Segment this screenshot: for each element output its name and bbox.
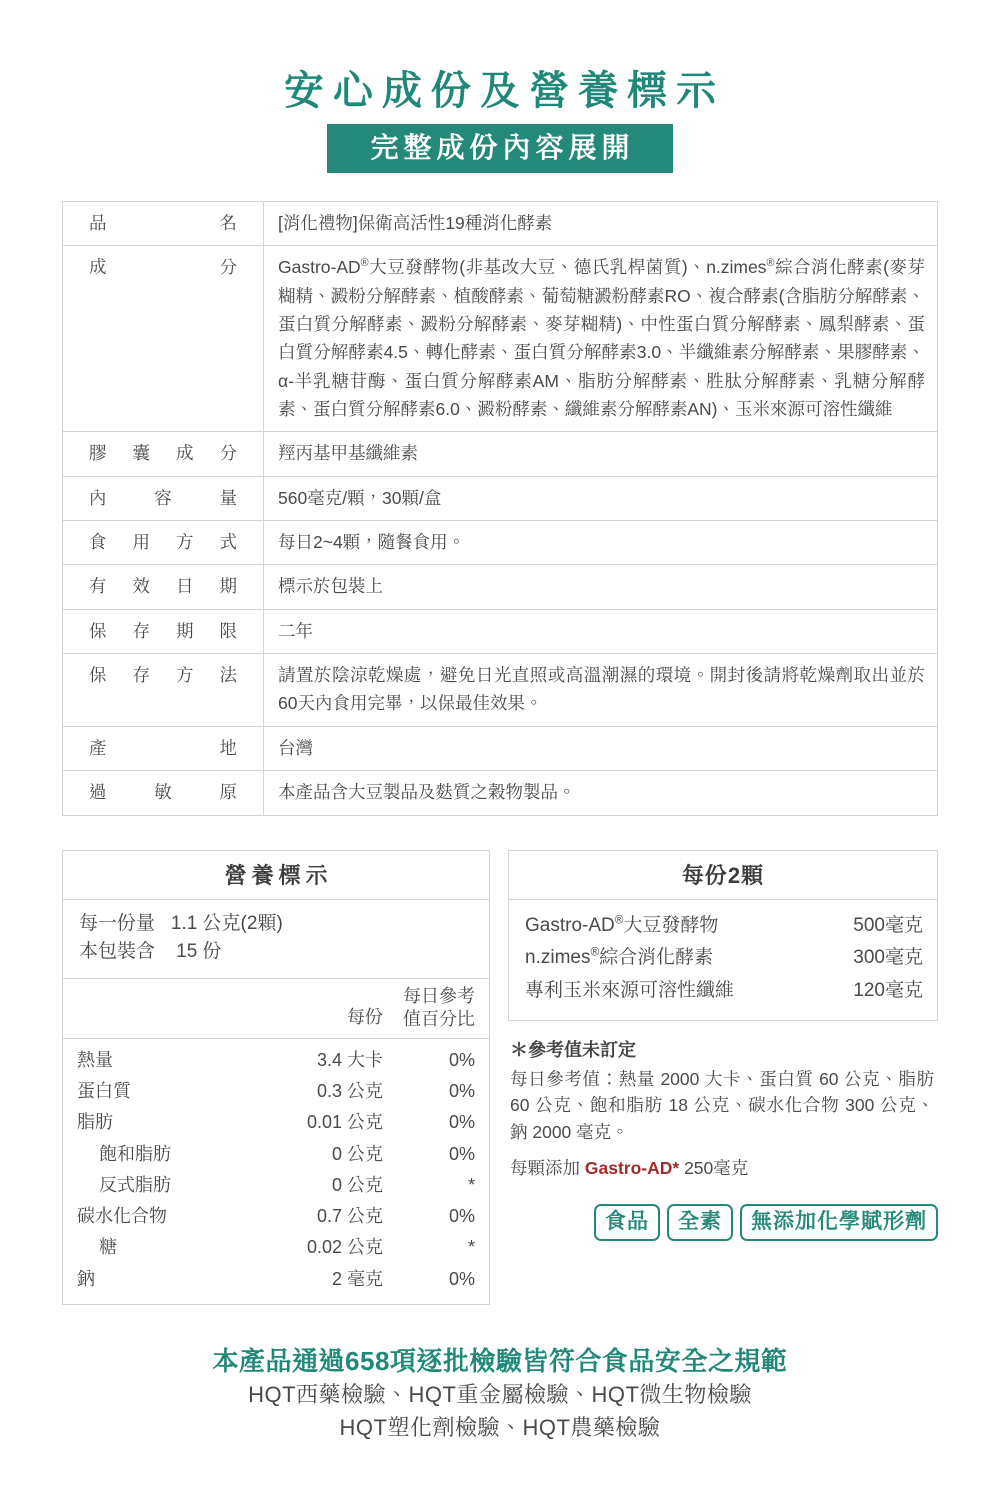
nutrition-rows xyxy=(63,1039,489,1305)
nutrition-panels-row xyxy=(62,850,938,1306)
servings-label: 本包裝含 xyxy=(79,941,156,962)
info-row-value: 台灣 xyxy=(264,726,938,770)
nutrition-row xyxy=(77,1139,475,1170)
info-row-value: [消化禮物]保衛高活性19種消化酵素 xyxy=(264,202,938,246)
daily-value-header-line2: 值百分比 xyxy=(403,1008,475,1029)
nutrient-amount: 0 公克 xyxy=(331,1143,383,1164)
serving-info xyxy=(63,900,489,979)
nutrition-row xyxy=(77,1076,475,1107)
nutrient-column-header xyxy=(77,985,275,1031)
nutrient-name: 飽和脂肪 xyxy=(99,1143,171,1164)
nutrition-facts-title: 營養標示 xyxy=(63,851,489,900)
nutrition-row xyxy=(77,1107,475,1138)
certification-badge: 食品 xyxy=(594,1204,660,1241)
nutrition-row xyxy=(77,1201,475,1232)
daily-reference-note: 每日參考值：熱量 2000 大卡、蛋白質 60 公克、脂肪 60 公克、飽和脂肪 18 公克、碳水化合物 300 公克、鈉 2000 毫克。 xyxy=(510,1068,934,1142)
registered-trademark-icon: ® xyxy=(766,257,775,270)
page-footer xyxy=(62,1343,938,1444)
per-serving-column xyxy=(508,850,938,1241)
nutrition-facts-panel xyxy=(62,850,490,1306)
per-serving-row xyxy=(525,910,923,943)
info-row-label: 膠囊成分 xyxy=(63,432,264,476)
info-row-label: 保存期限 xyxy=(63,609,264,653)
nutrient-daily-value: 0% xyxy=(448,1268,475,1289)
nutrient-amount: 0.7 公克 xyxy=(316,1206,383,1227)
nutrient-amount: 2 毫克 xyxy=(331,1268,383,1289)
nutrient-amount: 0.3 公克 xyxy=(316,1080,383,1101)
table-row xyxy=(63,771,938,815)
per-serving-ingredient-name: n.zimes®綜合消化酵素 xyxy=(525,945,714,969)
additive-note-suffix: 250毫克 xyxy=(679,1158,749,1179)
per-serving-column-header: 每份 xyxy=(347,1006,383,1027)
table-row xyxy=(63,521,938,565)
nutrient-name: 脂肪 xyxy=(77,1112,113,1133)
nutrient-daily-value: 0% xyxy=(448,1080,475,1101)
nutrient-amount: 0.02 公克 xyxy=(306,1237,383,1258)
nutrient-daily-value: 0% xyxy=(448,1206,475,1227)
product-info-table xyxy=(62,201,938,816)
registered-trademark-icon: ® xyxy=(614,913,624,927)
nutrition-column-headers xyxy=(63,979,489,1039)
per-serving-ingredient-amount: 300毫克 xyxy=(853,947,923,969)
info-row-label: 有效日期 xyxy=(63,565,264,609)
footer-line-1: HQT西藥檢驗、HQT重金屬檢驗、HQT微生物檢驗 xyxy=(248,1382,752,1408)
per-serving-row xyxy=(525,975,923,1008)
additive-note xyxy=(510,1155,934,1181)
additive-brand-name: Gastro-AD* xyxy=(584,1158,680,1179)
nutrition-row xyxy=(77,1170,475,1201)
per-serving-ingredient-amount: 500毫克 xyxy=(853,914,923,936)
nutrient-name: 鈉 xyxy=(77,1268,95,1289)
nutrient-daily-value: 0% xyxy=(448,1049,475,1070)
certification-badge: 無添加化學賦形劑 xyxy=(740,1204,938,1241)
info-row-value: 羥丙基甲基纖維素 xyxy=(264,432,938,476)
info-row-label: 成分 xyxy=(63,246,264,432)
info-row-value: 每日2~4顆，隨餐食用。 xyxy=(264,521,938,565)
serving-size-label: 每一份量 xyxy=(79,912,156,934)
page-header xyxy=(62,0,938,173)
nutrient-name: 反式脂肪 xyxy=(99,1174,171,1195)
nutrient-amount: 3.4 大卡 xyxy=(316,1049,383,1070)
nutrient-amount: 0.01 公克 xyxy=(306,1112,383,1133)
info-row-label: 內容量 xyxy=(63,476,264,520)
info-row-value: 560毫克/顆，30顆/盒 xyxy=(264,476,938,520)
certification-badge: 全素 xyxy=(667,1204,733,1241)
info-row-label: 品名 xyxy=(63,202,264,246)
nutrient-name: 碳水化合物 xyxy=(77,1206,167,1227)
per-serving-ingredient-amount: 120毫克 xyxy=(853,979,923,1001)
servings-per-container-row xyxy=(79,938,473,967)
nutrient-name: 熱量 xyxy=(77,1049,113,1070)
table-row xyxy=(63,726,938,770)
additive-note-prefix: 每顆添加 xyxy=(510,1158,585,1179)
footer-line-2: HQT塑化劑檢驗、HQT農藥檢驗 xyxy=(339,1415,661,1440)
registered-trademark-icon: ® xyxy=(590,945,600,959)
table-row xyxy=(63,609,938,653)
nutrient-name: 糖 xyxy=(99,1237,117,1258)
daily-value-column-header xyxy=(383,985,475,1031)
per-serving-panel xyxy=(508,850,938,1021)
table-row xyxy=(63,654,938,727)
nutrient-daily-value: 0% xyxy=(448,1112,475,1133)
nutrient-daily-value: * xyxy=(467,1237,475,1258)
nutrition-row xyxy=(77,1045,475,1076)
info-row-value: 標示於包裝上 xyxy=(264,565,938,609)
table-row xyxy=(63,432,938,476)
table-row xyxy=(63,202,938,246)
star-note: ＊參考值未訂定 xyxy=(510,1039,636,1060)
info-row-value: Gastro-AD®大豆發酵物(非基改大豆、德氏乳桿菌質)、n.zimes®綜合消化酵素(麥芽糊精、澱粉分解酵素、植酸酵素、葡萄糖澱粉酵素RO、複合酵素(含脂肪分解酵素、蛋白質分解酵素、澱粉分解酵素、麥芽糊精)、中性蛋白質分解酵素、鳳梨酵素、蛋白質分解酵素4.5、轉化酵素、蛋白質分解酵素3.0、半纖維素分解酵素、果膠酵素、α-半乳糖苷酶、蛋白質分解酵素AM、脂肪分解酵素、胜肽分解酵素、乳糖分解酵素、蛋白質分解酵素6.0、澱粉酵素、纖維素分解酵素AN)、玉米來源可溶性纖維 xyxy=(264,246,938,432)
info-row-value: 二年 xyxy=(264,609,938,653)
per-serving-title: 每份2顆 xyxy=(509,851,937,900)
nutrition-row xyxy=(77,1264,475,1295)
per-serving-rows xyxy=(509,900,937,1020)
per-serving-ingredient-name: Gastro-AD®大豆發酵物 xyxy=(525,913,719,936)
notes-block xyxy=(508,1037,938,1182)
daily-value-header-line1: 每日參考 xyxy=(403,985,475,1006)
nutrient-daily-value: 0% xyxy=(448,1143,475,1164)
info-row-value: 本產品含大豆製品及麩質之穀物製品。 xyxy=(264,771,938,815)
servings-value: 15 份 xyxy=(176,941,222,962)
serving-size-value: 1.1 公克(2顆) xyxy=(170,912,283,934)
nutrition-row xyxy=(77,1232,475,1263)
info-row-label: 過敏原 xyxy=(63,771,264,815)
info-row-value: 請置於陰涼乾燥處，避免日光直照或高溫潮濕的環境。開封後請將乾燥劑取出並於60天內食用完畢，以保最佳效果。 xyxy=(264,654,938,727)
nutrient-name: 蛋白質 xyxy=(77,1080,131,1101)
nutrient-daily-value: * xyxy=(467,1174,475,1195)
table-row xyxy=(63,476,938,520)
info-row-label: 食用方式 xyxy=(63,521,264,565)
page-title: 安心成份及營養標示 xyxy=(284,69,725,113)
info-row-label: 保存方法 xyxy=(63,654,264,727)
per-serving-row xyxy=(525,942,923,975)
nutrient-amount: 0 公克 xyxy=(331,1174,383,1195)
subtitle-banner: 完整成份內容展開 xyxy=(327,124,672,173)
certification-badges xyxy=(508,1204,938,1241)
info-row-label: 產地 xyxy=(63,726,264,770)
table-row xyxy=(63,565,938,609)
registered-trademark-icon: ® xyxy=(360,257,369,270)
footer-title: 本產品通過658項逐批檢驗皆符合食品安全之規範 xyxy=(212,1346,788,1377)
serving-size-row xyxy=(79,910,473,939)
subtitle-banner-wrap xyxy=(62,124,938,173)
per-serving-ingredient-name: 專利玉米來源可溶性纖維 xyxy=(525,979,735,1001)
table-row xyxy=(63,246,938,432)
product-info-table-body xyxy=(63,202,938,816)
